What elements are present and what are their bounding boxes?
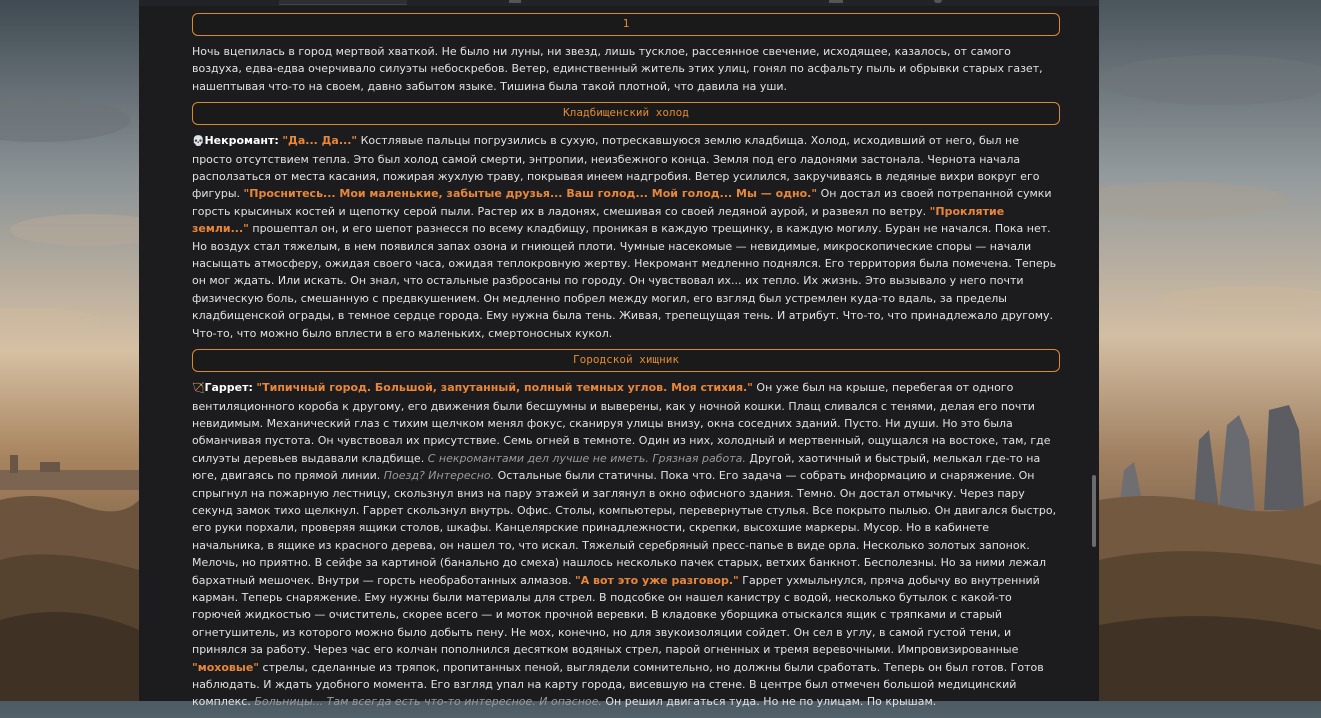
- scrollbar-thumb[interactable]: [1092, 475, 1096, 547]
- inner-thought: С некромантами дел лучше не иметь. Грязная работа.: [427, 451, 746, 465]
- toolbar-input[interactable]: [279, 0, 407, 5]
- bow-arrow-icon: 🏹: [192, 383, 205, 395]
- section-header: Городской хищник: [192, 349, 1060, 372]
- story-panel: [139, 0, 1099, 709]
- story-paragraph: [192, 132, 1060, 342]
- inner-thought: Поезд? Интересно.: [383, 469, 495, 483]
- speaker-name: Некромант:: [204, 134, 279, 148]
- background-landscape-left: [0, 0, 139, 701]
- section-header: 1: [192, 13, 1060, 36]
- story-content: [192, 13, 1060, 718]
- section-header: Кладбищенский холод: [192, 102, 1060, 125]
- toolbar-icon[interactable]: [509, 0, 521, 3]
- dialogue-quote: "Типичный город. Большой, запутанный, полный темных углов. Моя стихия.": [256, 381, 753, 395]
- narration-text: Остальные были статичны. Пока что. Его задача — собрать информацию и снаряжение. Он спрыгнул на пожарную лестницу, скользнул вниз на пару этажей и заглянул в окно офисного здания. Темно. Он достал отмычку. Через пару секунд замок тихо щелкнул. Гаррет скользнул внутрь. Офис. Столы, компьютеры, перевернутые стулья. Все покрыто пылью. Он двигался быстро, его руки порхали, проверяя ящики столов, шкафы. Канцелярские принадлежности, скрепки, высохшие маркеры. Мусор. Но в кабинете начальника, в ящике из красного дерева, он нашел то, что искал. Тяжелый серебряный пресс-папье в виде орла. Несколько золотых запонок. Мелочь, но приятно. В сейфе за картиной (банально до смеха) нашлось несколько пачек старых, ветхих банкнот. Бесполезны. Но за ними лежал бархатный мешочек. Внутри — горсть необработанных алмазов.: [192, 469, 1057, 587]
- narration-text: стрелы, сделанные из тряпок, пропитанных пеной, выглядели сомнительно, но должны были сработать. Теперь он был готов. Готов наблюдать. И ждать удобного момента. Его взгляд упал на карту города, висевшую на стене. В центре был отмечен большой медицинский комплекс.: [192, 660, 1044, 709]
- toolbar-icon[interactable]: [829, 0, 843, 3]
- story-paragraph: [192, 379, 1060, 711]
- background-landscape-right: [1099, 0, 1321, 701]
- narration-text: Он решил двигаться туда. Но не по улицам. По крышам.: [601, 695, 937, 709]
- dialogue-quote: "А вот это уже разговор.": [574, 573, 739, 587]
- toolbar-icon[interactable]: [934, 0, 942, 3]
- dialogue-quote: "Да... Да...": [282, 134, 358, 148]
- narration-text: Он уже был на крыше, перебегая от одного вентиляционного короба к другому, его движения были бесшумны и выверены, как у ночной кошки. Плащ сливался с тенями, делая его почти невидимым. Механический глаз с тихим щелчком менял фокус, сканируя улицы внизу, окна соседних зданий. Пусто. Ни души. Но это была обманчивая пустота. Он чувствовал их присутствие. Семь огней в темноте. Один из них, холодный и мертвенный, ощущался на востоке, там, где силуэты деревьев выдавали кладбище.: [192, 381, 1051, 465]
- narration-text: Ночь вцепилась в город мертвой хваткой. Не было ни луны, ни звезд, лишь тусклое, рассеянное свечение, исходящее, казалось, от самого воздуха, едва-едва очерчивало силуэты небоскребов. Ветер, единственный житель этих улиц, гонял по асфальту пыль и обрывки старых газет, нашептывая что-то на своем, давно забытом языке. Тишина была такой плотной, что давила на уши.: [192, 45, 1043, 93]
- narration-text: Костлявые пальцы погрузились в сухую, потрескавшуюся землю кладбища. Холод, исходивший от него, был не просто отсутствием тепла. Это был холод самой смерти, энтропии, неизбежного конца. Земля под его ладонями застонала. Чернота начала расползаться от места касания, пожирая жухлую траву, покрывая инеем надгробия. Ветер усилился, закручиваясь в ледяные вихри вокруг его фигуры.: [192, 134, 1040, 201]
- inner-thought: Больницы... Там всегда есть что-то интересное. И опасное.: [254, 695, 602, 709]
- dialogue-quote: "Проклятие земли...": [192, 204, 1005, 236]
- dialogue-quote: "Проснитесь... Мои маленькие, забытые друзья... Ваш голод... Мой голод... Мы — одно.": [243, 187, 818, 201]
- narration-text: Гаррет ухмыльнулся, пряча добычу во внутренний карман. Теперь снаряжение. Ему нужны были материалы для стрел. В подсобке он нашел канистру с водой, несколько бутылок с какой-то горючей жидкостью — очиститель, скорее всего — и моток прочной веревки. В кладовке уборщика отыскался ящик с тряпками и старый огнетушитель, из которого можно было добыть пену. Не мох, конечно, но для звукоизоляции сойдет. Он сел в углу, в самой густой тени, и принялся за работу. Через час его колчан пополнился десятком водяных стрел, парой огненных и тремя веревочными. Импровизированные: [192, 573, 1040, 657]
- top-toolbar: [139, 0, 1099, 6]
- speaker-name: Гаррет:: [204, 381, 253, 395]
- narration-text: прошептал он, и его шепот разнесся по всему кладбищу, проникая в каждую трещинку, в каждую могилу. Буран не начался. Пока нет. Но воздух стал тяжелым, в нем появился запах озона и гниющей плоти. Чумные насекомые — невидимые, микроскопические споры — начали насыщать атмосферу, ожидая своего часа, ожидая теплокровную жертву. Некромант медленно поднялся. Его территория была помечена. Теперь он мог ждать. Или искать. Он знал, что остальные разбросаны по городу. Он чувствовал их... их тепло. Их жизнь. Это вызывало у него почти физическую боль, смешанную с предвкушением. Он медленно побрел между могил, его взгляд был устремлен куда-то вдаль, за пределы кладбищенской ограды, в темное сердце города. Ему нужна была тень. Живая, трепещущая тень. И атрибут. Что-то, что принадлежало другому. Что-то, что можно было вплести в его маленьких, смертоносных кукол.: [192, 222, 1057, 340]
- narration-text: Он достал из своей потрепанной сумки горсть крысиных костей и щепотку серой пыли. Растер их в ладонях, смешивая со своей ледяной аурой, и развеял по ветру.: [192, 187, 1052, 218]
- dialogue-quote: "моховые": [192, 660, 260, 674]
- narration-text: Другой, хаотичный и быстрый, мелькал где-то на юге, двигаясь по прямой линии.: [192, 451, 1041, 483]
- story-paragraph: [192, 43, 1060, 95]
- skull-icon: 💀: [192, 136, 205, 148]
